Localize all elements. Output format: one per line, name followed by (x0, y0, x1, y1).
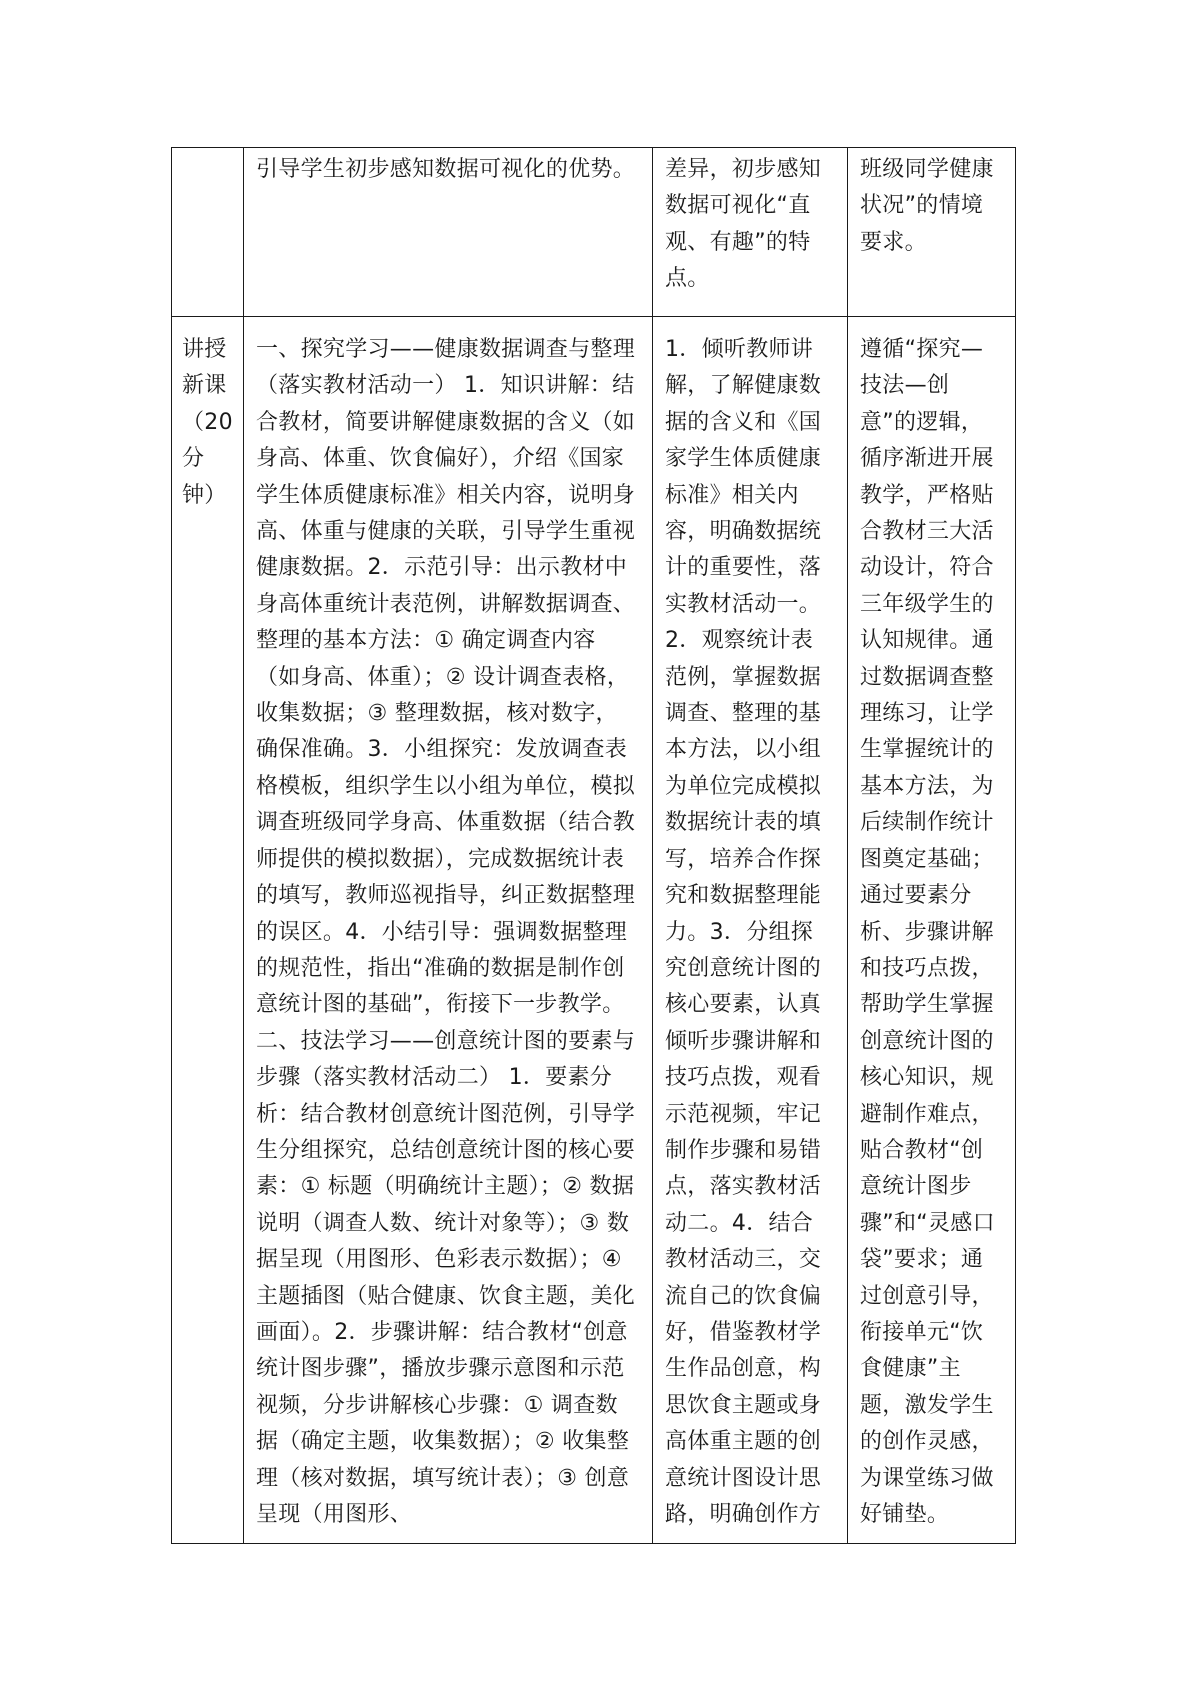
teacher-activity-cell (244, 148, 653, 317)
teacher-activity-text: 引导学生初步感知数据可视化的优势。 (256, 157, 636, 182)
teacher-activity-text: 一、探究学习——健康数据调查与整理（落实教材活动一） 1．知识讲解：结合教材，简要讲解健康数据的含义（如身高、体重、饮食偏好），介绍《国家学生体质健康标准》相关内容，说明身高、体重与健康的关联，引导学生重视健康数据。2．示范引导：出示教材中身高体重统计表范例，讲解数据调查、整理的基本方法：① 确定调查内容（如身高、体重）；② 设计调查表格，收集数据；③ 整理数据，核对数字，确保准确。3．小组探究：发放调查表格模板，组织学生以小组为单位，模拟调查班级同学身高、体重数据（结合教师提供的模拟数据），完成数据统计表的填写，教师巡视指导，纠正数据整理的误区。4．小结引导：强调数据整理的规范性，指出“准确的数据是制作创意统计图的基础”，衔接下一步教学。 二、技法学习——创意统计图的要素与步骤（落实教材活动二） 1．要素分析：结合教材创意统计图范例，引导学生分组探究，总结创意统计图的核心要素：① 标题（明确统计主题）；② 数据说明（调查人数、统计对象等）；③ 数据呈现（用图形、色彩表示数据）；④ 主题插图（贴合健康、饮食主题，美化画面）。2．步骤讲解：结合教材“创意统计图步骤”，播放步骤示意图和示范视频，分步讲解核心步骤：① 调查数据（确定主题，收集数据）；② 收集整理（核对数据，填写统计表）；③ 创意呈现（用图形、 (256, 337, 636, 1527)
stage-text: 讲授新课（20分钟） (182, 337, 233, 508)
student-activity-cell (653, 148, 848, 317)
teacher-activity-cell (244, 317, 653, 1544)
student-activity-cell (653, 317, 848, 1544)
design-intent-text: 班级同学健康状况”的情境要求。 (860, 157, 994, 255)
stage-cell (172, 148, 244, 317)
table-row (172, 148, 1016, 317)
lesson-plan-table (171, 147, 1016, 1544)
student-activity-text: 1．倾听教师讲解，了解健康数据的含义和《国家学生体质健康标准》相关内容，明确数据统计的重要性，落实教材活动一。2．观察统计表范例，掌握数据调查、整理的基本方法，以小组为单位完成模拟数据统计表的填写，培养合作探究和数据整理能力。3．分组探究创意统计图的核心要素，认真倾听步骤讲解和技巧点拨，观看示范视频，牢记制作步骤和易错点，落实教材活动二。4．结合教材活动三，交流自己的饮食偏好，借鉴教材学生作品创意，构思饮食主题或身高体重主题的创意统计图设计思路，明确创作方 (665, 337, 822, 1527)
design-intent-cell (848, 148, 1016, 317)
stage-cell (172, 317, 244, 1544)
design-intent-text: 遵循“探究—技法—创意”的逻辑，循序渐进开展教学，严格贴合教材三大活动设计，符合三年级学生的认知规律。通过数据调查整理练习，让学生掌握统计的基本方法，为后续制作统计图奠定基础；通过要素分析、步骤讲解和技巧点拨，帮助学生掌握创意统计图的核心知识，规避制作难点，贴合教材“创意统计图步骤”和“灵感口袋”要求；通过创意引导，衔接单元“饮食健康”主题，激发学生的创作灵感，为课堂练习做好铺垫。 (860, 337, 995, 1527)
student-activity-text: 差异，初步感知数据可视化“直观、有趣”的特点。 (665, 157, 822, 292)
design-intent-cell (848, 317, 1016, 1544)
stage-text (172, 148, 243, 152)
table-row (172, 317, 1016, 1544)
